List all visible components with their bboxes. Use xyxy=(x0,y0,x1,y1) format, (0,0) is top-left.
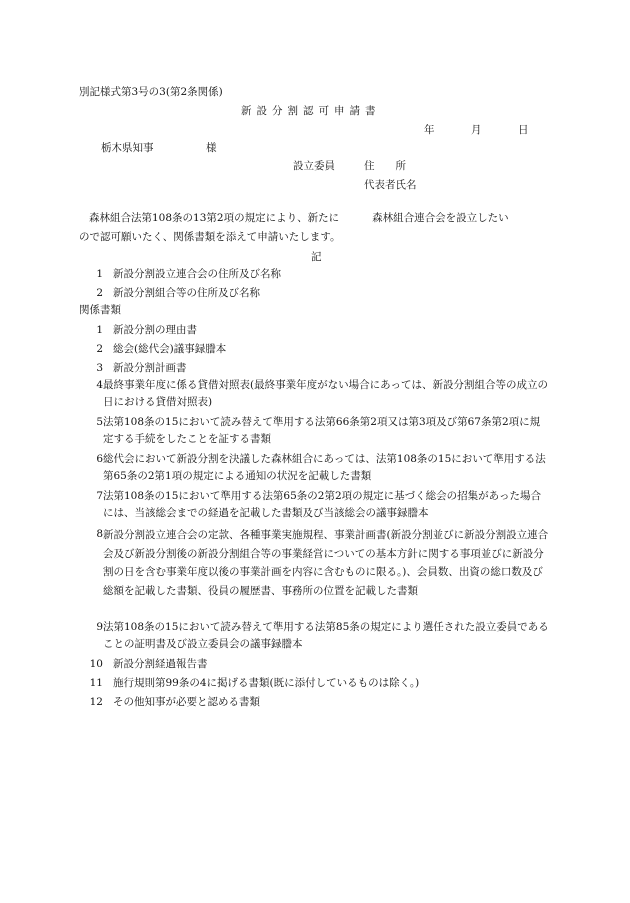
statement-line-1 xyxy=(79,209,561,228)
doc-item xyxy=(79,656,561,672)
main-item-text: 新設分割組合等の住所及び名称 xyxy=(113,287,260,299)
form-label: 別記様式第3号の3(第2条関係) xyxy=(79,86,223,98)
applicant-name-label: 代表者氏名 xyxy=(364,179,417,191)
applicant-address-label: 住 所 xyxy=(364,160,406,172)
date-day-label: 日 xyxy=(518,124,529,136)
main-item-num: 2 xyxy=(96,287,103,299)
doc-text: 新設分割計画書 xyxy=(113,362,187,374)
doc-item xyxy=(79,451,549,484)
date-year-label: 年 xyxy=(424,124,435,136)
main-item-num: 1 xyxy=(96,268,103,280)
doc-text: 法第108条の15において読み替えて準用する法第85条の規定により選任された設立委員であることの証明書及び設立委員会の議事録謄本 xyxy=(103,621,549,650)
addressee-honorific: 様 xyxy=(206,142,217,154)
application-statement xyxy=(79,209,561,247)
doc-item xyxy=(79,526,549,600)
statement-line-2: ので認可願いたく、関係書類を添えて申請いたします。 xyxy=(79,231,341,243)
doc-item xyxy=(79,488,549,521)
date-month-label: 月 xyxy=(471,124,482,136)
statement-part-b: 森林組合連合会を設立したい xyxy=(372,212,509,224)
related-docs-heading: 関係書類 xyxy=(79,304,121,316)
doc-num: 6 xyxy=(96,453,103,465)
doc-item xyxy=(79,322,561,338)
doc-text: 総会(総代会)議事録謄本 xyxy=(113,343,227,355)
doc-item xyxy=(79,341,561,357)
doc-text: 総代会において新設分割を決議した森林組合にあっては、法第108条の15において準用する法第65条の2第1項の規定による通知の状況を記載した書類 xyxy=(103,453,546,482)
addressee-name: 栃木県知事 xyxy=(101,142,154,154)
doc-text: 法第108条の15において準用する法第65条の2第2項の規定に基づく総会の招集があった場合には、当該総会までの経過を記載した書類及び当該総会の議事録謄本 xyxy=(103,490,542,519)
doc-text: その他知事が必要と認める書類 xyxy=(113,696,260,708)
doc-text: 法第108条の15において読み替えて準用する法第66条第2項又は第3項及び第67条第2項に規定する手続をしたことを証する書類 xyxy=(103,416,541,445)
statement-part-a: 森林組合法第108条の13第2項の規定により、新たに xyxy=(89,212,340,224)
main-item xyxy=(79,266,561,282)
doc-num: 5 xyxy=(96,416,103,428)
doc-num: 9 xyxy=(96,621,103,633)
doc-num: 4 xyxy=(96,379,103,391)
doc-num: 7 xyxy=(96,490,103,502)
doc-num: 12 xyxy=(89,696,103,708)
doc-item xyxy=(79,675,561,691)
doc-item xyxy=(79,414,549,447)
main-item-text: 新設分割設立連合会の住所及び名称 xyxy=(113,268,281,280)
doc-num: 8 xyxy=(96,528,103,540)
doc-text: 新設分割の理由書 xyxy=(113,324,197,336)
doc-item xyxy=(79,694,561,710)
doc-text: 施行規則第99条の4に掲げる書類(既に添付しているものは除く。) xyxy=(113,677,420,689)
doc-item xyxy=(79,360,561,376)
page-title: 新設分割認可申請書 xyxy=(241,105,381,117)
main-item xyxy=(79,285,561,301)
doc-num: 2 xyxy=(96,343,103,355)
doc-num: 11 xyxy=(89,677,103,689)
doc-text: 新設分割設立連合会の定款、各種事業実施規程、事業計画書(新設分割並びに新設分割設立連合会及び新設分割後の新設分割組合等の事業経営についての基本方針に関する事項並びに新設分割の日を含む事業年度以後の事業計画を内容に含むものに限る。)、会員数、出資の総口数及び総額を記載した書類、役員の履歴書、事務所の位置を記載した書類 xyxy=(103,529,549,597)
doc-text: 最終事業年度に係る貸借対照表(最終事業年度がない場合にあっては、新設分割組合等の成立の日における貸借対照表) xyxy=(103,379,548,408)
applicant-role: 設立委員 xyxy=(293,160,335,172)
doc-text: 新設分割経過報告書 xyxy=(113,658,208,670)
ki-heading: 記 xyxy=(311,251,322,263)
doc-num: 10 xyxy=(89,658,103,670)
doc-num: 3 xyxy=(96,362,103,374)
doc-item xyxy=(79,377,549,410)
doc-num: 1 xyxy=(96,324,103,336)
doc-item xyxy=(79,619,549,652)
